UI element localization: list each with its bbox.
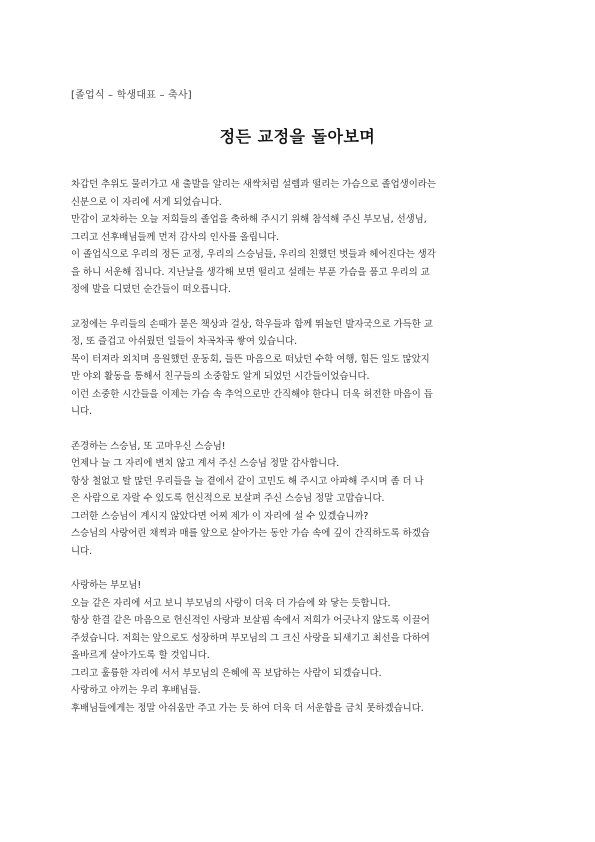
body-line: 사랑하고 아끼는 우리 후배님들. [71,685,201,696]
body-line: 신분으로 이 자리에 서게 되었습니다. [71,196,222,208]
paragraph-campus [71,316,531,421]
document-body [71,176,531,734]
body-line: 언제나 늘 그 자리에 변치 않고 계셔 주신 스승님 정말 감사합니다. [71,458,340,469]
body-line: 이 졸업식으로 우리의 정든 교정, 우리의 스승님들, 우리의 친했던 벗들과 헤어진다는 생각 [71,249,436,260]
paragraph-parents [71,577,531,717]
body-line: 만감이 교차하는 오늘 저희들의 졸업을 축하해 주시기 위해 참석해 주신 부모님, 선생님, [71,214,427,225]
document-category: [졸업식 – 학생대표 – 축사] [71,90,192,101]
body-line: 그러한 스승님이 계시지 않았다면 어찌 제가 이 자리에 설 수 있겠습니까? [71,510,369,522]
document-title: 정든 교정을 돌아보며 [219,127,376,146]
body-line: 니다. [71,406,93,417]
body-line: 항상 한결 같은 마음으로 헌신적인 사랑과 보살핌 속에서 저희가 어긋나지 않도록 이끌어 [71,615,430,626]
body-line: 후배님들에게는 정말 아쉬움만 주고 가는 듯 하여 더욱 더 서운함을 금치 못하겠습니다. [71,702,424,714]
body-line: 그리고 선후배님들께 먼저 감사의 인사를 올립니다. [71,231,280,243]
body-line: 만 야외 활동을 통해서 친구들의 소중함도 알게 되었던 시간들이었습니다. [71,371,370,382]
body-line: 존경하는 스승님, 또 고마우신 스승님! [71,440,226,452]
body-line: 목이 터져라 외치며 응원했던 운동회, 들뜬 마음으로 떠났던 수학 여행, 힘든 일도 많았지 [71,353,430,365]
body-line: 올바르게 살아가도록 할 것입니다. [71,650,210,661]
body-line: 차갑던 추위도 물러가고 새 출발을 알리는 새싹처럼 설렘과 떨리는 가슴으로 졸업생이라는 [71,179,436,190]
body-line: 정, 또 즐겁고 아쉬웠던 일들이 차곡차곡 쌓여 있습니다. [71,336,298,347]
body-line: 오늘 같은 자리에 서고 보니 부모님의 사랑이 더욱 더 가슴에 와 닿는 듯합니다. [71,597,391,609]
paragraph-teachers [71,438,531,561]
body-line: 그리고 훌륭한 자리에 서서 부모님의 은혜에 꼭 보답하는 사람이 되겠습니다. [71,667,382,679]
body-line: 스승님의 사랑어린 채찍과 매를 앞으로 살아가는 동안 가슴 속에 깊이 간직하도록 하겠습 [71,528,430,539]
body-line: 을 하니 서운해 집니다. 지난날을 생각해 보면 떨리고 설레는 부푼 가슴을 품고 우리의 교 [71,266,430,278]
body-line: 항상 철없고 탈 많던 우리들을 늘 곁에서 같이 고민도 해 주시고 아파해 주시며 좀 더 나 [71,475,424,487]
body-line: 니다. [71,545,93,557]
body-line: 주셨습니다. 저희는 앞으로도 성장하며 부모님의 그 크신 사랑을 되새기고 최선을 다하여 [71,632,430,644]
body-line: 은 사람으로 자랄 수 있도록 헌신적으로 보살펴 주신 스승님 정말 고맙습니다. [71,493,385,504]
paragraph-intro [71,176,531,299]
body-line: 사랑하는 부모님! [71,580,142,591]
body-line: 정에 발을 디뎠던 순간들이 떠오릅니다. [71,284,231,295]
body-line: 교정에는 우리들의 손때가 묻은 책상과 걸상, 학우들과 함께 뛰놀던 발자국으로 가득한 교 [71,318,433,330]
body-line: 이런 소중한 시간들을 이제는 가슴 속 추억으로만 간직해야 한다니 더욱 허전한 마음이 듭 [71,388,433,400]
